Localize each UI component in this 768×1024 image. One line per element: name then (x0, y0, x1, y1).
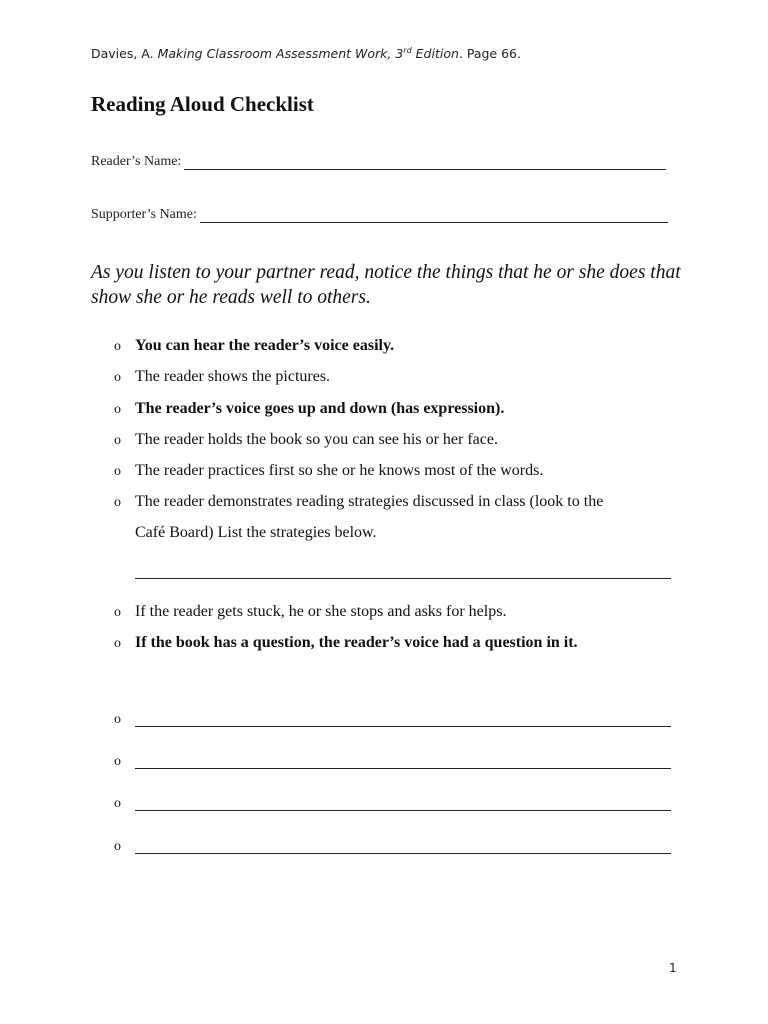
citation-author: Davies, A. (91, 46, 158, 62)
checklist-item-text: The reader holds the book so you can see his or her face. (135, 431, 498, 448)
checklist-item (114, 337, 394, 355)
citation-book-title: Making Classroom Assessment Work, 3 (157, 46, 404, 62)
bullet-icon: o (114, 754, 121, 769)
citation-edition-superscript: rd (403, 46, 412, 55)
instructions-text: As you listen to your partner read, notice the things that he or she does that show she or he reads well to others. (91, 262, 681, 308)
supporter-name-label: Supporter’s Name: (91, 207, 197, 222)
checklist-item-text: You can hear the reader’s voice easily. (135, 337, 395, 354)
bullet-icon: o (114, 433, 121, 448)
checklist-item (114, 493, 603, 511)
checklist-item (114, 400, 504, 418)
reader-name-field[interactable] (91, 154, 666, 170)
checklist-item (114, 368, 330, 386)
bullet-icon: o (114, 839, 121, 854)
bullet-icon: o (114, 636, 121, 651)
reader-name-line[interactable] (184, 155, 666, 170)
citation-edition: Edition (411, 46, 459, 62)
reader-name-label: Reader’s Name: (91, 154, 182, 169)
blank-answer-line[interactable] (135, 853, 671, 854)
checklist-item-text: The reader demonstrates reading strategies discussed in class (look to the (135, 493, 604, 510)
checklist-item-text: If the reader gets stuck, he or she stops and asks for helps. (135, 603, 507, 620)
checklist-item-text: If the book has a question, the reader’s voice had a question in it. (135, 634, 578, 651)
page-number: 1 (669, 961, 677, 975)
checklist-item (114, 431, 498, 449)
blank-answer-line[interactable] (135, 810, 671, 811)
bullet-icon: o (114, 796, 121, 811)
bullet-icon: o (114, 464, 121, 479)
bullet-icon: o (114, 402, 121, 417)
checklist-item-continuation: Café Board) List the strategies below. (135, 524, 377, 541)
checklist-item (114, 603, 506, 621)
bullet-icon: o (114, 495, 121, 510)
citation-header (91, 46, 521, 61)
bullet-icon: o (114, 339, 121, 354)
bullet-icon: o (114, 605, 121, 620)
bullet-icon: o (114, 370, 121, 385)
bullet-icon: o (114, 712, 121, 727)
checklist-item (114, 634, 578, 652)
checklist-item (114, 462, 543, 480)
checklist-item-text: The reader’s voice goes up and down (has expression). (135, 400, 505, 417)
page-title: Reading Aloud Checklist (91, 92, 314, 116)
blank-answer-line[interactable] (135, 726, 671, 727)
strategies-answer-line[interactable] (135, 578, 671, 579)
checklist-item-text: The reader shows the pictures. (135, 368, 331, 385)
supporter-name-line[interactable] (200, 208, 668, 223)
supporter-name-field[interactable] (91, 207, 668, 223)
blank-answer-line[interactable] (135, 768, 671, 769)
citation-page: . Page 66. (458, 46, 521, 62)
checklist-item-text: The reader practices first so she or he knows most of the words. (135, 462, 544, 479)
